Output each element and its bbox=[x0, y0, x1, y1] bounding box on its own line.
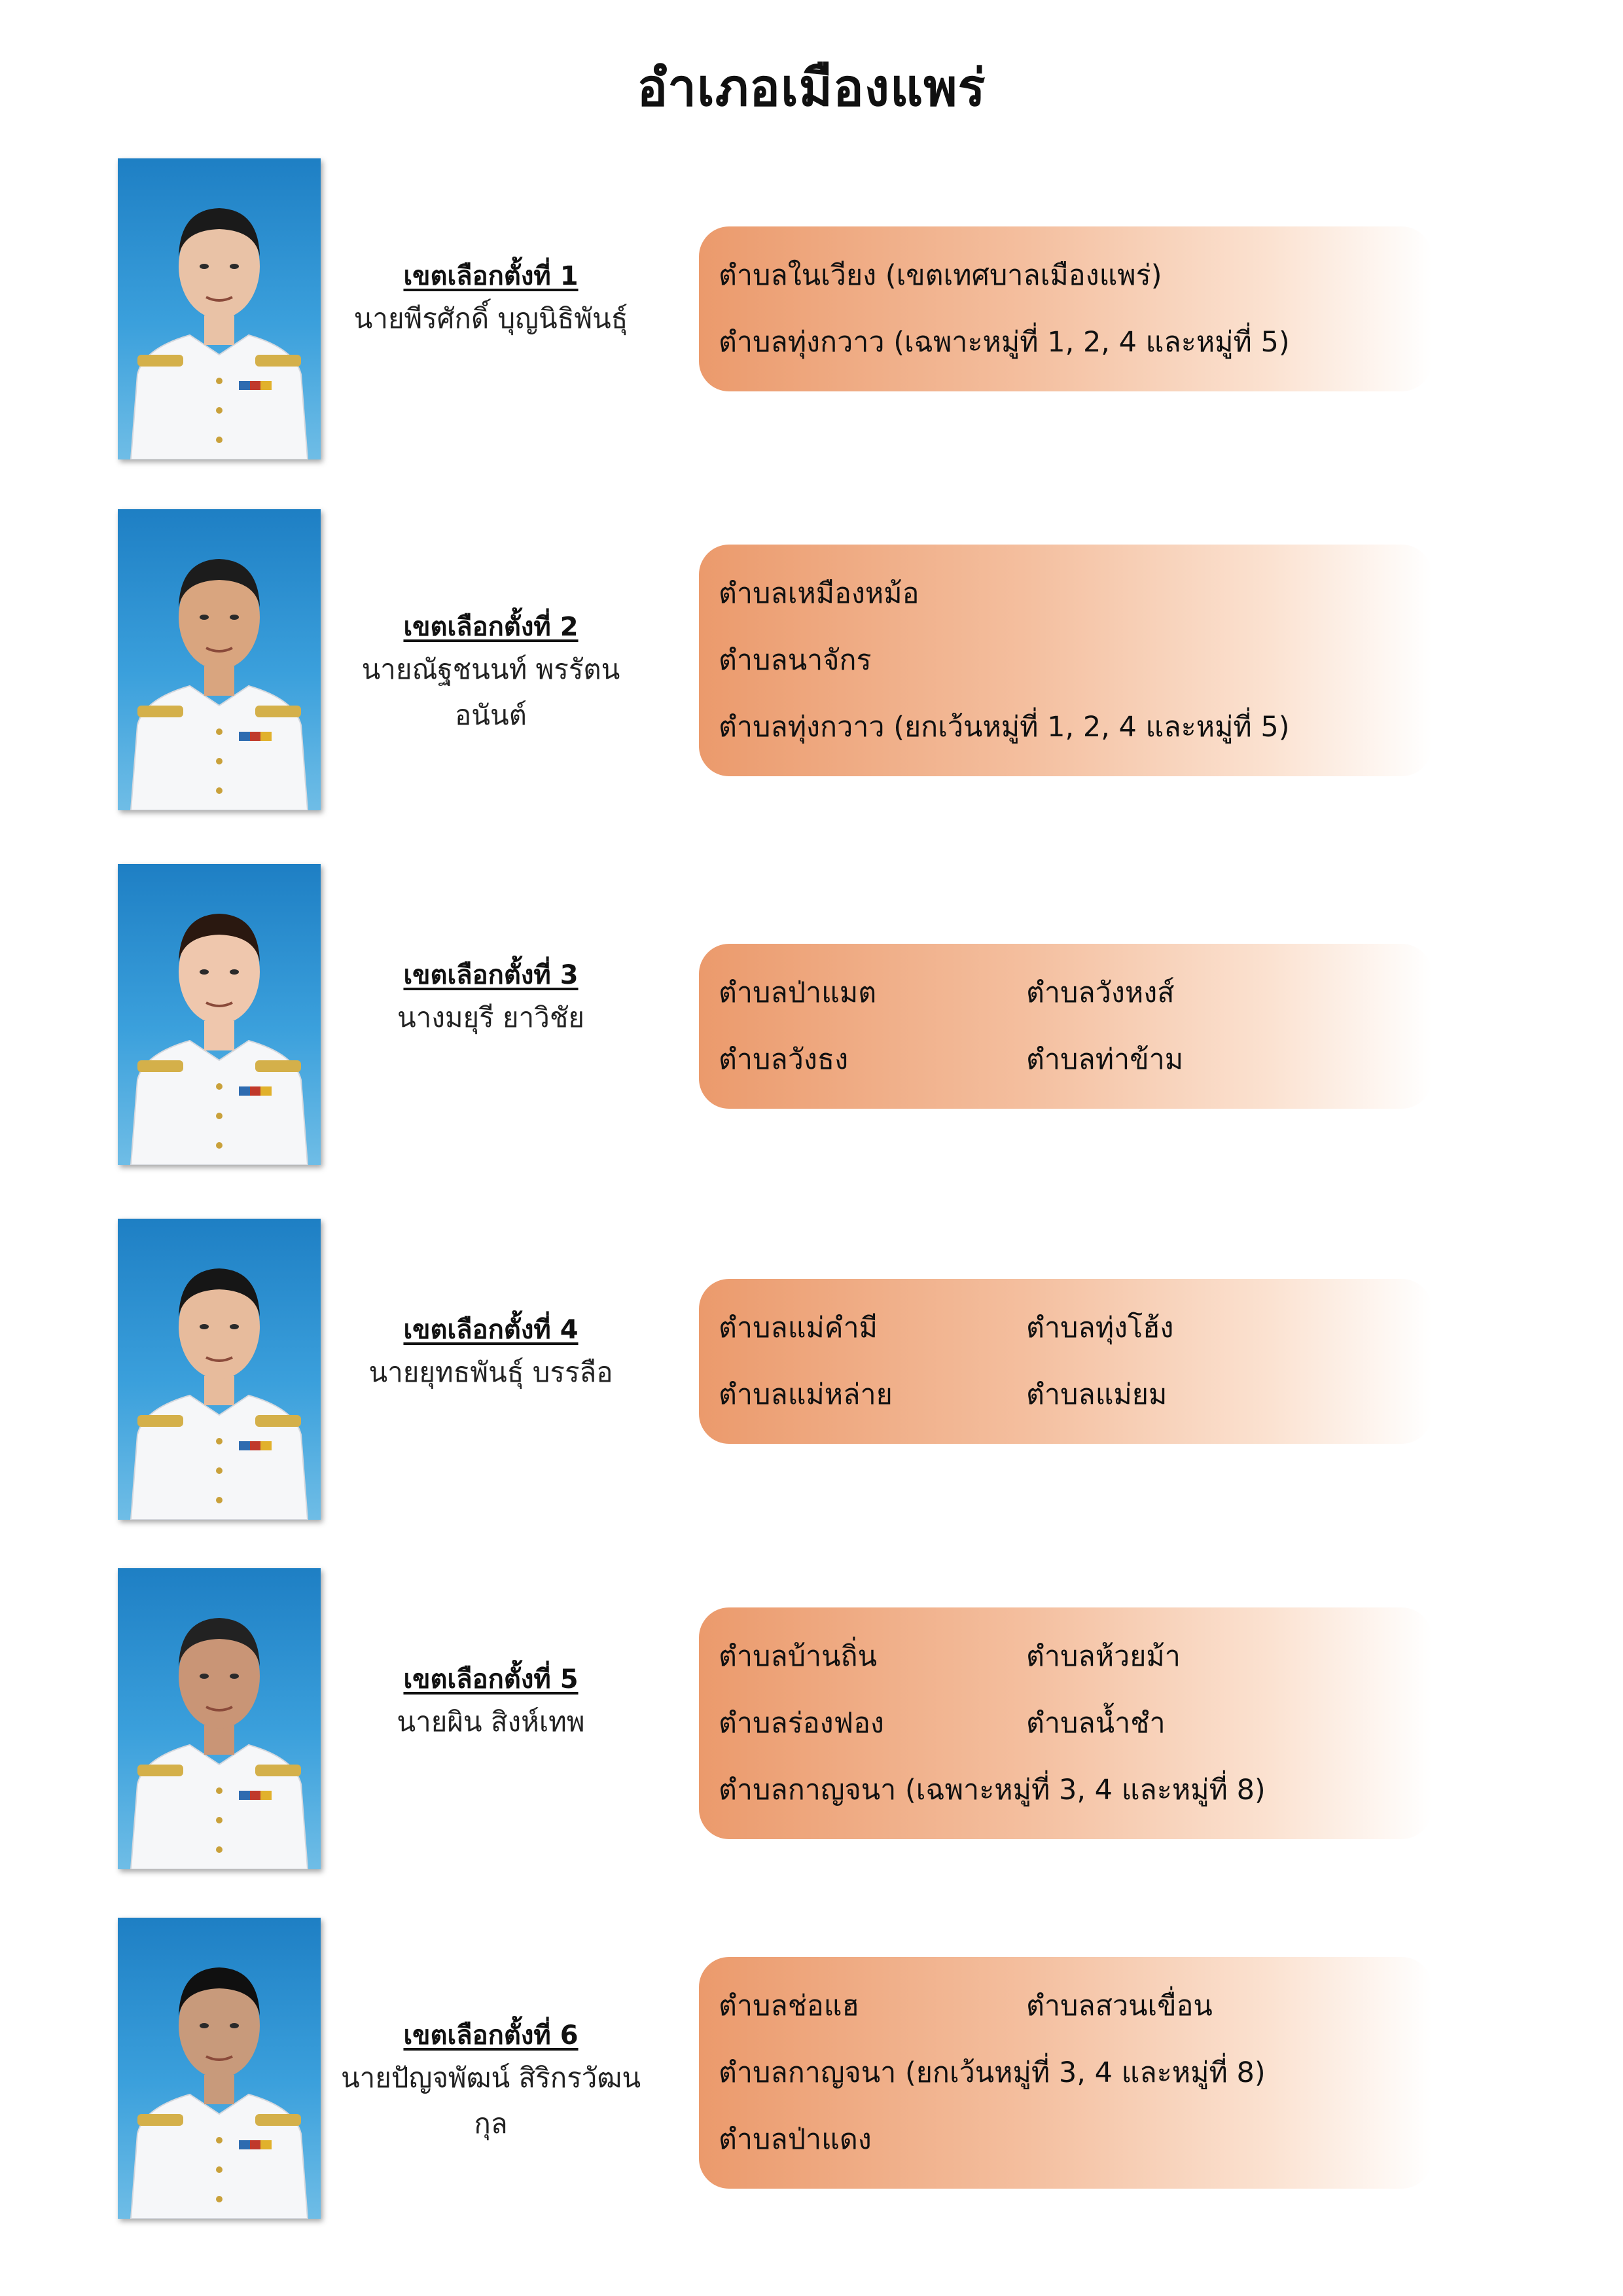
district-number: เขตเลือกตั้งที่ 1 bbox=[403, 261, 579, 291]
subdistrict-name: ตำบลน้ำชำ bbox=[1026, 1707, 1166, 1740]
subdistrict-line bbox=[719, 309, 1412, 376]
subdistrict-line bbox=[719, 694, 1412, 761]
district-row bbox=[0, 864, 1623, 1165]
candidate-label bbox=[327, 1660, 654, 1745]
subdistrict-name: ตำบลสวนเขื่อน bbox=[1026, 1990, 1213, 2022]
portrait-photo bbox=[118, 1219, 321, 1520]
subdistrict-line bbox=[719, 960, 1412, 1026]
subdistrict-name: ตำบลกาญจนา (เฉพาะหมู่ที่ 3, 4 และหมู่ที่ 8) bbox=[719, 1774, 1266, 1806]
subdistrict-name: ตำบลแม่หล่าย bbox=[719, 1378, 893, 1411]
subdistrict-box bbox=[699, 545, 1432, 776]
candidate-label bbox=[327, 257, 654, 342]
subdistrict-line bbox=[719, 1361, 1412, 1428]
subdistrict-line bbox=[719, 242, 1412, 309]
subdistrict-box bbox=[699, 1957, 1432, 2189]
subdistrict-name: ตำบลแม่คำมี bbox=[719, 1312, 878, 1344]
district-number: เขตเลือกตั้งที่ 5 bbox=[403, 1664, 579, 1695]
portrait-photo bbox=[118, 1918, 321, 2219]
candidate-name: นายปัญจพัฒน์ สิริกรวัฒนกุล bbox=[340, 2062, 641, 2140]
subdistrict-name: ตำบลเหมืองหม้อ bbox=[719, 577, 919, 610]
subdistrict-line bbox=[719, 1757, 1412, 1823]
subdistrict-name: ตำบลป่าแมต bbox=[719, 977, 877, 1009]
candidate-name: นายณัฐชนนท์ พรรัตนอนันต์ bbox=[361, 653, 620, 731]
candidate-label bbox=[327, 2016, 654, 2147]
district-number: เขตเลือกตั้งที่ 6 bbox=[403, 2020, 579, 2051]
candidate-name: นายผิน สิงห์เทพ bbox=[397, 1706, 585, 1738]
district-number: เขตเลือกตั้งที่ 3 bbox=[403, 960, 579, 990]
subdistrict-line bbox=[719, 1026, 1412, 1093]
subdistrict-name: ตำบลห้วยม้า bbox=[1026, 1640, 1181, 1673]
subdistrict-name: ตำบลทุ่งกวาว (ยกเว้นหมู่ที่ 1, 2, 4 และหมู่ที่ 5) bbox=[719, 711, 1290, 744]
district-row bbox=[0, 1219, 1623, 1520]
subdistrict-name: ตำบลท่าข้าม bbox=[1026, 1043, 1184, 1076]
subdistrict-line bbox=[719, 1295, 1412, 1361]
subdistrict-name: ตำบลบ้านถิ่น bbox=[719, 1640, 877, 1673]
subdistrict-name: ตำบลวังหงส์ bbox=[1026, 977, 1175, 1009]
subdistrict-box bbox=[699, 1279, 1432, 1444]
subdistrict-name: ตำบลในเวียง (เขตเทศบาลเมืองแพร่) bbox=[719, 259, 1162, 292]
subdistrict-box bbox=[699, 226, 1432, 391]
district-row bbox=[0, 509, 1623, 810]
district-number: เขตเลือกตั้งที่ 2 bbox=[403, 612, 579, 642]
subdistrict-line bbox=[719, 2106, 1412, 2173]
subdistrict-name: ตำบลนาจักร bbox=[719, 644, 872, 677]
subdistrict-name: ตำบลแม่ยม bbox=[1026, 1378, 1168, 1411]
subdistrict-name: ตำบลทุ่งกวาว (เฉพาะหมู่ที่ 1, 2, 4 และหมู่ที่ 5) bbox=[719, 326, 1290, 359]
subdistrict-line bbox=[719, 1690, 1412, 1757]
candidate-name: นายพีรศักดิ์ บุญนิธิพันธุ์ bbox=[353, 302, 628, 334]
subdistrict-name: ตำบลทุ่งโฮ้ง bbox=[1026, 1312, 1174, 1344]
candidate-name: นางมยุรี ยาวิชัย bbox=[397, 1001, 584, 1033]
subdistrict-name: ตำบลกาญจนา (ยกเว้นหมู่ที่ 3, 4 และหมู่ที่ 8) bbox=[719, 2056, 1266, 2089]
portrait-photo bbox=[118, 864, 321, 1165]
subdistrict-line bbox=[719, 1973, 1412, 2039]
candidate-label bbox=[327, 607, 654, 738]
district-row bbox=[0, 1568, 1623, 1869]
page-title: อำเภอเมืองแพร่ bbox=[637, 59, 986, 118]
subdistrict-box bbox=[699, 1607, 1432, 1839]
portrait-photo bbox=[118, 509, 321, 810]
district-row bbox=[0, 1918, 1623, 2219]
subdistrict-line bbox=[719, 560, 1412, 627]
subdistrict-line bbox=[719, 2039, 1412, 2106]
subdistrict-name: ตำบลช่อแฮ bbox=[719, 1990, 859, 2022]
subdistrict-name: ตำบลป่าแดง bbox=[719, 2123, 872, 2156]
portrait-photo bbox=[118, 158, 321, 459]
candidate-label bbox=[327, 956, 654, 1041]
candidate-name: นายยุทธพันธุ์ บรรลือ bbox=[368, 1356, 613, 1388]
candidate-label bbox=[327, 1310, 654, 1395]
subdistrict-line bbox=[719, 1623, 1412, 1690]
portrait-photo bbox=[118, 1568, 321, 1869]
district-row bbox=[0, 158, 1623, 459]
subdistrict-box bbox=[699, 944, 1432, 1109]
subdistrict-line bbox=[719, 627, 1412, 694]
subdistrict-name: ตำบลร่องฟอง bbox=[719, 1707, 884, 1740]
district-number: เขตเลือกตั้งที่ 4 bbox=[403, 1315, 579, 1345]
subdistrict-name: ตำบลวังธง bbox=[719, 1043, 849, 1076]
